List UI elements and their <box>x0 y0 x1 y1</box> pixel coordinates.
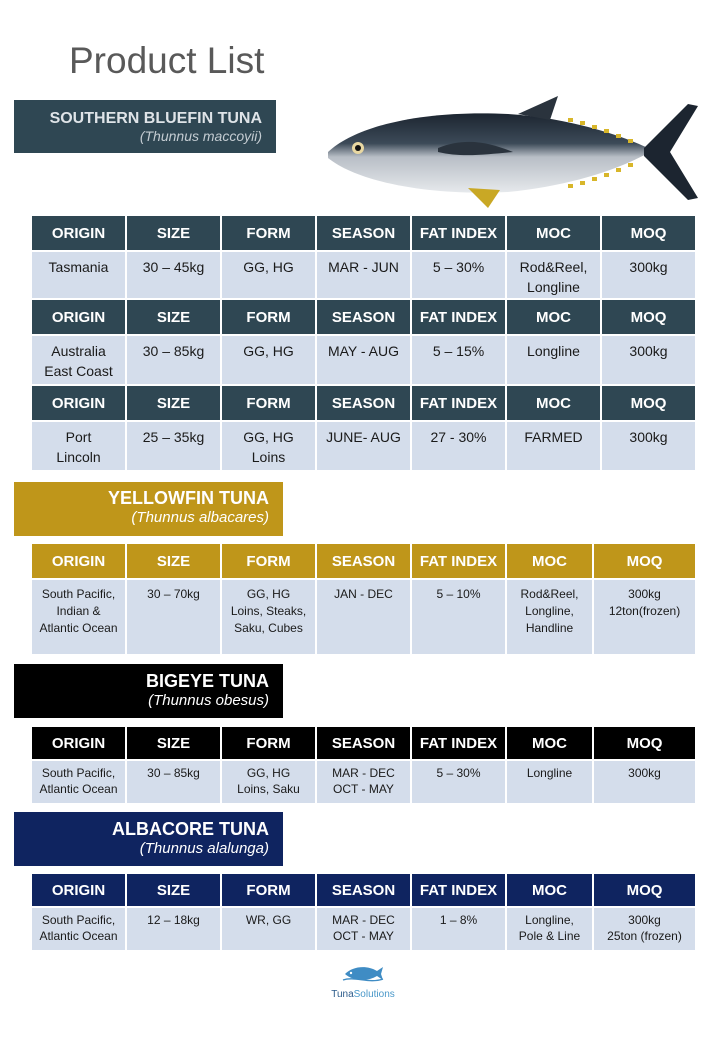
header-season: SEASON <box>317 300 410 334</box>
species-name: BIGEYE TUNA <box>145 671 269 691</box>
table-row <box>32 252 695 298</box>
scientific-name: (Thunnus maccoyii) <box>139 128 262 144</box>
cell-moc: Longline <box>507 761 592 803</box>
tuna-fish-image <box>318 92 704 214</box>
cell-size: 12 – 18kg <box>127 908 220 950</box>
table-header-row <box>32 727 695 759</box>
header-moc: MOC <box>507 216 600 250</box>
header-season: SEASON <box>317 727 410 759</box>
header-fat-index: FAT INDEX <box>412 300 505 334</box>
table-row <box>32 761 695 803</box>
header-form: FORM <box>222 727 315 759</box>
albacore-banner <box>14 812 283 866</box>
cell-moc: Longline, Pole & Line <box>507 908 592 950</box>
header-form: FORM <box>222 216 315 250</box>
cell-size: 30 – 85kg <box>127 761 220 803</box>
cell-form: GG, HG Loins, Saku <box>222 761 315 803</box>
header-size: SIZE <box>127 874 220 906</box>
header-moc: MOC <box>507 727 592 759</box>
header-form: FORM <box>222 386 315 420</box>
header-moq: MOQ <box>602 300 695 334</box>
cell-fat-index: 5 – 10% <box>412 580 505 654</box>
cell-size: 30 – 70kg <box>127 580 220 654</box>
header-size: SIZE <box>127 544 220 578</box>
scientific-name: (Thunnus albacares) <box>131 509 269 526</box>
table-row <box>32 908 695 950</box>
header-size: SIZE <box>127 300 220 334</box>
bigeye-banner <box>14 664 283 718</box>
cell-season: MAY - AUG <box>317 336 410 384</box>
cell-size: 30 – 45kg <box>127 252 220 298</box>
cell-origin: South Pacific, Indian & Atlantic Ocean <box>32 580 125 654</box>
species-name: SOUTHERN BLUEFIN TUNA <box>49 110 262 127</box>
table-header-row <box>32 300 695 334</box>
table-header-row <box>32 216 695 250</box>
header-origin: ORIGIN <box>32 874 125 906</box>
cell-moq: 300kg <box>602 422 695 470</box>
header-moq: MOQ <box>594 727 695 759</box>
header-size: SIZE <box>127 727 220 759</box>
logo-text <box>328 989 398 1000</box>
albacore-table <box>30 872 697 952</box>
header-fat-index: FAT INDEX <box>412 386 505 420</box>
species-name: YELLOWFIN TUNA <box>108 488 269 508</box>
cell-moq: 300kg <box>594 761 695 803</box>
header-moq: MOQ <box>594 874 695 906</box>
cell-origin: Port Lincoln <box>32 422 125 470</box>
page-title: Product List <box>69 40 265 81</box>
fish-logo-icon <box>341 962 385 984</box>
header-form: FORM <box>222 874 315 906</box>
southern-bluefin-table <box>30 214 697 472</box>
header-season: SEASON <box>317 874 410 906</box>
header-season: SEASON <box>317 216 410 250</box>
header-moq: MOQ <box>602 386 695 420</box>
table-header-row <box>32 544 695 578</box>
cell-moc: Longline <box>507 336 600 384</box>
species-name: ALBACORE TUNA <box>112 819 269 839</box>
table-row <box>32 580 695 654</box>
cell-season: JUNE- AUG <box>317 422 410 470</box>
yellowfin-table <box>30 542 697 656</box>
cell-size: 25 – 35kg <box>127 422 220 470</box>
header-moq: MOQ <box>594 544 695 578</box>
cell-origin: Tasmania <box>32 252 125 298</box>
header-origin: ORIGIN <box>32 727 125 759</box>
cell-season: MAR - DEC OCT - MAY <box>317 761 410 803</box>
southern-bluefin-banner <box>14 100 276 153</box>
header-fat-index: FAT INDEX <box>412 727 505 759</box>
cell-origin: South Pacific, Atlantic Ocean <box>32 908 125 950</box>
scientific-name: (Thunnus alalunga) <box>139 840 269 857</box>
header-form: FORM <box>222 300 315 334</box>
cell-moq: 300kg <box>602 252 695 298</box>
logo-brand-part1: Tuna <box>331 989 354 1000</box>
header-fat-index: FAT INDEX <box>412 874 505 906</box>
cell-moc: FARMED <box>507 422 600 470</box>
header-origin: ORIGIN <box>32 300 125 334</box>
table-header-row <box>32 874 695 906</box>
header-moc: MOC <box>507 874 592 906</box>
header-form: FORM <box>222 544 315 578</box>
cell-fat-index: 5 – 15% <box>412 336 505 384</box>
cell-fat-index: 27 - 30% <box>412 422 505 470</box>
cell-form: GG, HG <box>222 252 315 298</box>
cell-moc: Rod&Reel, Longline <box>507 252 600 298</box>
scientific-name: (Thunnus obesus) <box>148 692 269 709</box>
cell-form: GG, HG Loins, Steaks, Saku, Cubes <box>222 580 315 654</box>
tuna-solutions-logo <box>328 962 398 1000</box>
cell-fat-index: 5 – 30% <box>412 761 505 803</box>
table-row <box>32 336 695 384</box>
cell-season: JAN - DEC <box>317 580 410 654</box>
header-season: SEASON <box>317 544 410 578</box>
header-moc: MOC <box>507 300 600 334</box>
header-origin: ORIGIN <box>32 386 125 420</box>
cell-origin: Australia East Coast <box>32 336 125 384</box>
header-size: SIZE <box>127 386 220 420</box>
cell-moq: 300kg 12ton(frozen) <box>594 580 695 654</box>
header-size: SIZE <box>127 216 220 250</box>
header-origin: ORIGIN <box>32 216 125 250</box>
cell-season: MAR - DEC OCT - MAY <box>317 908 410 950</box>
cell-moq: 300kg 25ton (frozen) <box>594 908 695 950</box>
cell-form: GG, HG Loins <box>222 422 315 470</box>
logo-brand-part2: Solutions <box>353 989 395 1000</box>
yellowfin-banner <box>14 482 283 536</box>
header-moq: MOQ <box>602 216 695 250</box>
cell-season: MAR - JUN <box>317 252 410 298</box>
cell-fat-index: 1 – 8% <box>412 908 505 950</box>
cell-origin: South Pacific, Atlantic Ocean <box>32 761 125 803</box>
header-fat-index: FAT INDEX <box>412 216 505 250</box>
cell-fat-index: 5 – 30% <box>412 252 505 298</box>
header-fat-index: FAT INDEX <box>412 544 505 578</box>
cell-moq: 300kg <box>602 336 695 384</box>
cell-size: 30 – 85kg <box>127 336 220 384</box>
bigeye-table <box>30 725 697 805</box>
header-moc: MOC <box>507 544 592 578</box>
cell-form: WR, GG <box>222 908 315 950</box>
header-season: SEASON <box>317 386 410 420</box>
table-row <box>32 422 695 470</box>
header-origin: ORIGIN <box>32 544 125 578</box>
cell-form: GG, HG <box>222 336 315 384</box>
header-moc: MOC <box>507 386 600 420</box>
cell-moc: Rod&Reel, Longline, Handline <box>507 580 592 654</box>
table-header-row <box>32 386 695 420</box>
